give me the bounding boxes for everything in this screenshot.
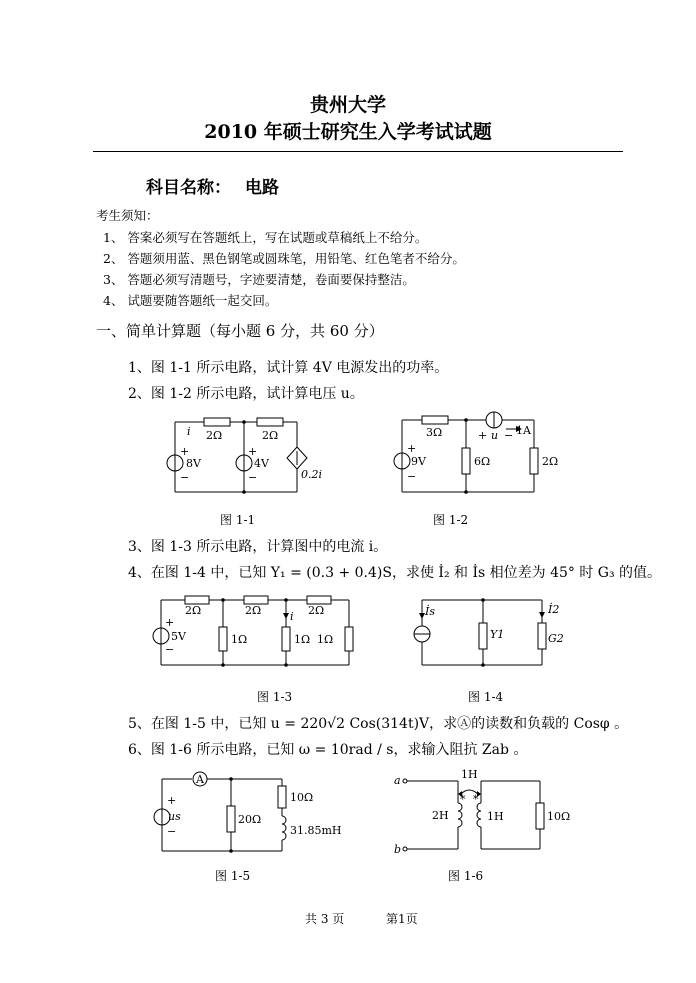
question-1: 1、图 1-1 所示电路，试计算 4V 电源发出的功率。	[128, 360, 449, 376]
f15-inductor: 31.85mH	[290, 824, 342, 837]
question-3: 3、图 1-3 所示电路，计算图中的电流 i。	[128, 539, 388, 555]
figure-1-6	[392, 765, 582, 860]
f15-ammeter[interactable]: A	[196, 773, 204, 786]
f14-y1: Y1	[490, 628, 505, 641]
university-name: 贵州大学	[309, 94, 386, 116]
notice-item: 4、 试题要随答题纸一起交回。	[103, 293, 278, 308]
figure-1-1-caption: 图 1-1	[220, 513, 256, 527]
f11-minus: −	[180, 471, 190, 484]
question-4: 4、在图 1-4 中，已知 Y₁ = (0.3 + 0.4)S，求使 İ₂ 和 İs 相位差为 45° 时 G₃ 的值。	[128, 565, 662, 581]
f11-v1: 8V	[186, 457, 201, 470]
f13-r1: 2Ω	[185, 604, 202, 617]
f11-v2: 4V	[254, 457, 269, 470]
question-5: 5、在图 1-5 中，已知 u = 220√2 Cos(314t)V，求Ⓐ的读数和负载的 Cosφ 。	[128, 716, 629, 732]
figure-1-1	[160, 415, 323, 500]
f11-r2: 2Ω	[262, 429, 279, 442]
f14-i2: İ2	[548, 603, 560, 616]
figure-1-4	[410, 595, 564, 670]
notice-item: 2、 答题须用蓝、黑色钢笔或圆珠笔，用铅笔、红色笔者不给分。	[103, 251, 465, 266]
subject-value: 电路	[245, 178, 279, 198]
f12-r2: 6Ω	[474, 455, 491, 468]
subject-label: 科目名称：	[146, 178, 231, 198]
question-2: 2、图 1-2 所示电路，试计算电压 u。	[128, 386, 364, 402]
f13-r3: 2Ω	[308, 604, 325, 617]
f15-r2: 10Ω	[290, 791, 314, 804]
f12-minus-2: −	[407, 470, 417, 483]
f15-minus: −	[167, 825, 177, 838]
figure-1-5	[156, 772, 356, 857]
figure-1-3-caption: 图 1-3	[257, 690, 293, 704]
figure-1-3	[157, 595, 357, 670]
f15-r1: 20Ω	[238, 813, 262, 826]
f11-current: i	[187, 425, 191, 438]
figure-1-5-caption: 图 1-5	[215, 869, 251, 883]
f13-v1: 5V	[171, 630, 186, 643]
notice-item: 1、 答案必须写在答题纸上，写在试题或草稿纸上不给分。	[103, 230, 428, 245]
figure-1-2	[398, 410, 558, 495]
f11-plus: +	[180, 445, 190, 458]
f12-r1: 3Ω	[426, 426, 443, 439]
figure-1-4-caption: 图 1-4	[468, 690, 504, 704]
f11-plus-2: +	[248, 445, 258, 458]
f13-minus: −	[165, 643, 175, 656]
f13-r5: 1Ω	[294, 633, 311, 646]
f12-plus-2: +	[407, 442, 417, 455]
f16-r: 10Ω	[547, 810, 571, 823]
f15-us: us	[168, 810, 181, 823]
f13-r2: 2Ω	[245, 604, 262, 617]
f12-plus: +	[478, 429, 488, 442]
f16-terminal-b: b	[394, 843, 402, 856]
f12-v1: 9V	[411, 455, 426, 468]
f12-minus: −	[504, 429, 514, 442]
footer-total-pages: 共 3 页	[305, 912, 345, 926]
f13-r6-label: 1Ω	[317, 633, 334, 646]
f13-plus: +	[165, 616, 175, 629]
f11-r1: 2Ω	[206, 429, 223, 442]
f13-current: i	[290, 610, 294, 623]
title-divider	[93, 151, 623, 152]
f13-r4: 1Ω	[231, 633, 248, 646]
question-6: 6、图 1-6 所示电路，已知 ω = 10rad / s，求输入阻抗 Zab 。	[128, 742, 528, 758]
f12-current-source: 1A	[516, 424, 531, 437]
f12-r3: 2Ω	[542, 455, 559, 468]
f16-l1: 2H	[432, 809, 449, 822]
f15-plus: +	[167, 794, 177, 807]
subject-line	[146, 173, 279, 198]
figure-1-2-caption: 图 1-2	[433, 513, 469, 527]
f14-g2: G2	[548, 632, 564, 645]
f16-mutual: 1H	[461, 768, 478, 781]
f16-l2: 1H	[487, 810, 504, 823]
f14-is: İs	[425, 605, 435, 618]
exam-title: 2010 年硕士研究生入学考试试题	[204, 121, 492, 143]
figure-1-6-caption: 图 1-6	[448, 869, 484, 883]
f16-dot-2: *	[473, 793, 479, 806]
f12-u: u	[491, 429, 499, 442]
f11-dependent-source: 0.2i	[301, 468, 323, 481]
f16-dot-1: *	[460, 793, 466, 806]
notice-title: 考生须知：	[96, 208, 159, 223]
section-title: 一、简单计算题（每小题 6 分，共 60 分）	[96, 322, 384, 340]
notice-item: 3、 答题必须写清题号，字迹要清楚，卷面要保持整洁。	[103, 272, 415, 287]
footer-page-number: 第1页	[386, 912, 418, 926]
f11-minus-2: −	[248, 471, 258, 484]
f16-terminal-a: a	[394, 774, 401, 787]
